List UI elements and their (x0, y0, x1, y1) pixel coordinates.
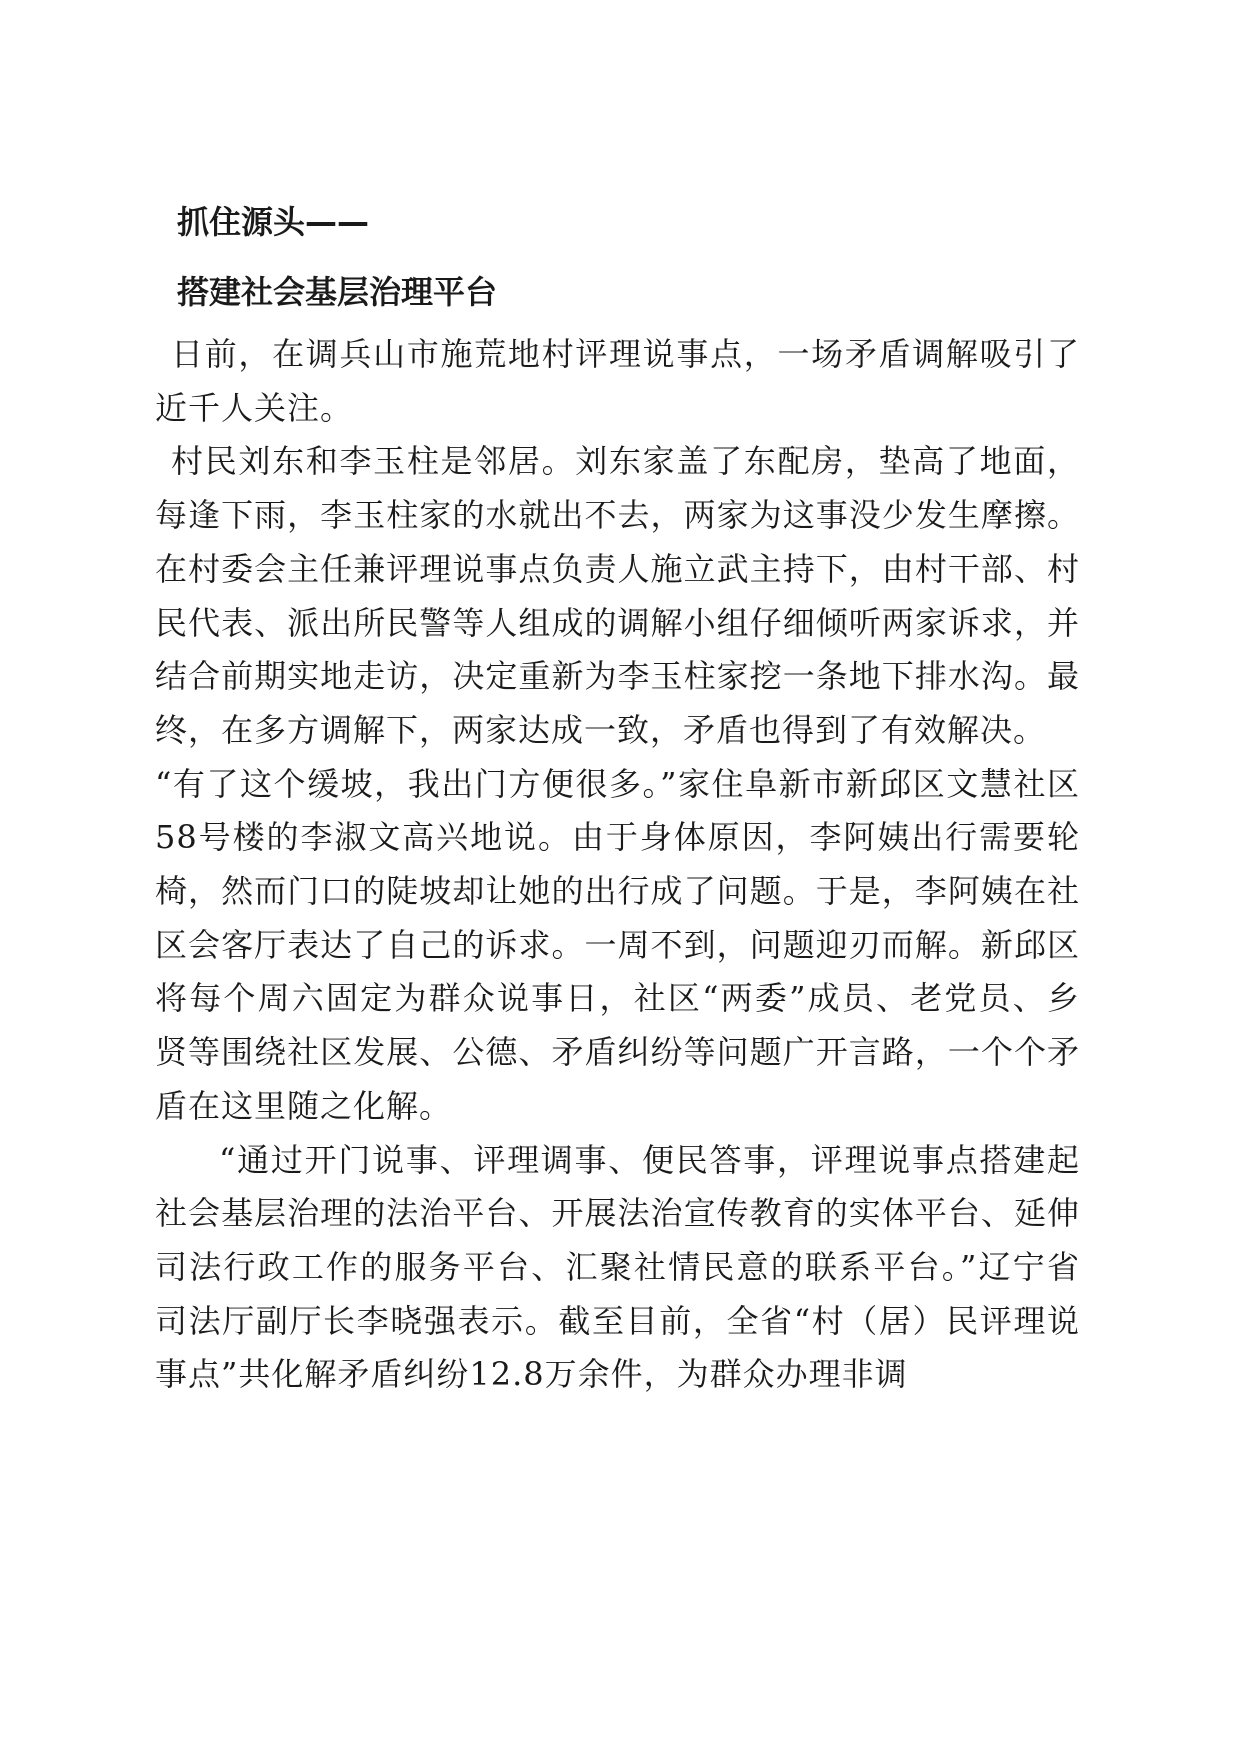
paragraph-wheelchair-ramp: “有了这个缓坡，我出门方便很多。”家住阜新市新邱区文慧社区58号楼的李淑文高兴地说。由于身体原因，李阿姨出行需要轮椅，然而门口的陡坡却让她的出行成了问题。于是，李阿姨在社区会客厅表达了自己的诉求。一周不到，问题迎刃而解。新邱区将每个周六固定为群众说事日，社区“两委”成员、老党员、乡贤等围绕社区发展、公德、矛盾纠纷等问题广开言路，一个个矛盾在这里随之化解。 (155, 764, 1080, 1125)
paragraph-neighbors-dispute: 村民刘东和李玉柱是邻居。刘东家盖了东配房，垫高了地面，每逢下雨，李玉柱家的水就出不去，两家为这事没少发生摩擦。在村委会主任兼评理说事点负责人施立武主持下，由村干部、村民代表、派出所民警等人组成的调解小组仔细倾听两家诉求，并结合前期实地走访，决定重新为李玉柱家挖一条地下排水沟。最终，在多方调解下，两家达成一致，矛盾也得到了有效解决。 (155, 442, 1080, 749)
section-heading: 抓住源头—— (177, 203, 370, 241)
section-subheading: 搭建社会基层治理平台 (177, 273, 498, 311)
paragraph-official-quote: “通过开门说事、评理调事、便民答事，评理说事点搭建起社会基层治理的法治平台、开展法治宣传教育的实体平台、延伸司法行政工作的服务平台、汇聚社情民意的联系平台。”辽宁省司法厅副厅长李晓强表示。截至目前，全省“村（居）民评理说事点”共化解矛盾纠纷12.8万余件，为群众办理非调 (155, 1140, 1080, 1394)
article-body (155, 198, 1080, 1402)
paragraph-intro: 日前，在调兵山市施荒地村评理说事点，一场矛盾调解吸引了近千人关注。 (155, 335, 1080, 427)
